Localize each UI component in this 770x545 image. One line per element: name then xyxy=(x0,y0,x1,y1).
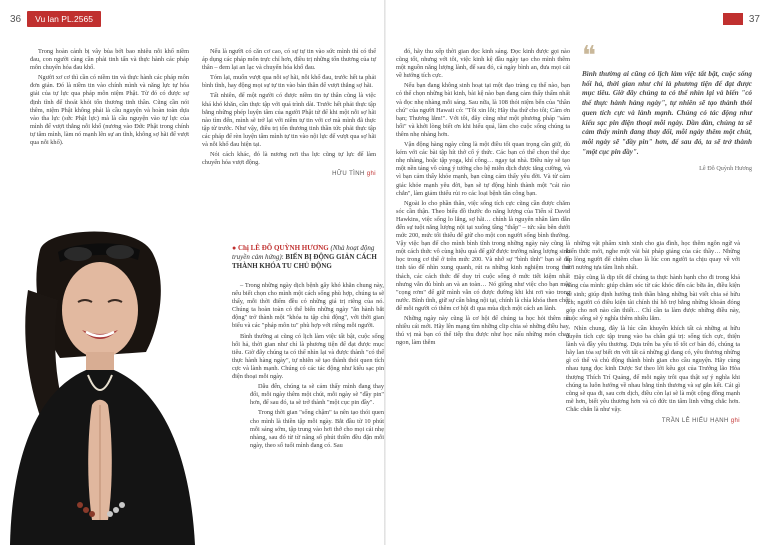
accent-bar xyxy=(723,13,743,25)
paragraph: Trong hoàn cảnh bị vây bủa bởi bao nhiêu nỗi khổ niềm đau, con người càng cần phải tinh tấn và thực hành các pháp môn chuyển hóa đau khổ. xyxy=(30,48,189,72)
page-gutter xyxy=(384,0,386,545)
paragraph: Nếu là người có căn cơ cao, có sự tự tin vào sức mình thì có thể áp dụng các pháp môn trực chỉ hơn, điều trị những tổn thương của tự thân – đem lại an lạc và chuyển hóa khổ đau. xyxy=(202,48,376,72)
quote-text: Bình thường ai cũng có lịch làm việc tất bật, cuộc sống hối hả, thời gian như chỉ là phương tiện để đạt được mục tiêu. Giờ đây chúng ta có thể nhìn lại và biến "có thể thực hành hàng ngày", tự nhiên sẽ tạo thành thói quen tích cực và lành mạnh. Chúng có tác động như kiểu sạc pin điện thoại mỗi ngày. Dần dần, chúng ta sẽ cảm thấy mình đang thay đổi, mỗi ngày thêm một chút, mỗi ngày sẽ "đầy pin" hơn, để sau đó, ta sẽ trở thành "một cục pin đầy". xyxy=(582,70,752,156)
portrait-illustration xyxy=(0,230,205,545)
signature-name: HỮU TÌNH xyxy=(332,171,365,178)
article-column-4 xyxy=(232,282,384,452)
article-column-3 xyxy=(396,48,570,349)
paragraph: – Trong những ngày dịch bệnh gây khó khăn chung này, nếu biết chọn cho mình một cách sống phù hợp, chúng ta sẽ thấy, mỗi thời điểm đều có những giá trị riêng của nó. Chúng ta hoàn toàn có thể biến những ngày "ăn hành bắt động" trở thành một "khóa tu tập chủ động", với thời gian biểu và các "pháp môn tu" phù hợp với riêng mỗi người. xyxy=(232,282,384,330)
pull-quote xyxy=(582,41,752,173)
paragraph: Người xơ cơ thì cần có niềm tin và thực hành các pháp môn đơn giản. Đó là niềm tin vào chính mình và năng lực tự hóa giải của tự lực qua pháp môn niệm Phật. Từ đó có được sự định tĩnh để thoát khỏi tốn thương tinh thần. Cũng cần nói thêm, niệm Phật không phải là cầu nguyện và hoàn toàn dựa vào tha lực (sức Phật lực) mà là cầu nguyện vào tự lực của mình để vượt thắng nỗi khổ (nương vào Đức Phật trong chính tự tâm mình, làm nó mạnh lên sự an tĩnh, không sợ hãi để vượt qua nỗi khổ). xyxy=(30,74,189,147)
signature-suffix: ghi xyxy=(366,171,376,178)
paragraph: Bình thường ai cũng có lịch làm việc tất bật, cuộc sống hối hả, thời gian như chỉ là phương tiện để đạt được mục tiêu. Giờ đây chúng ta có thể nhìn lại và được thành "có thể thực hành hàng ngày", tự nhiên sẽ tạo thành thói quen tích cực và lành mạnh. Chúng có các tác động như kiểu sạc pin điện thoại mỗi ngày. xyxy=(232,332,384,381)
paragraph: Tất nhiên, để một người có được niềm tin tự thân cũng là việc khá khó khăn, cần thực tập với quá trình dài. Trước hết phải thực tập bằng những phép luyện tâm của người Phật tử để khi một nỗi sợ hãi nào tìm đến, mình sẽ trở lại với niềm tự tin với cơ mà mình đã thực tập từ trước. Như vậy, điều trị tổn thương tinh thần tức phải thực tập các pháp để rèn luyện tâm mình tự tin vào nội lực để vượt qua sợ hãi và nỗi khổ đau hiện tại. xyxy=(202,92,376,149)
interviewee-role: (Nhà hoạt động truyền cảm hứng) xyxy=(232,244,375,261)
left-page-header xyxy=(10,6,101,32)
interviewee-name: Chị LÊ ĐỖ QUỲNH HƯƠNG xyxy=(237,244,329,252)
right-page-header xyxy=(723,6,760,32)
section-topic: BIẾN BỊ ĐỘNG GIẢN CÁCH THÀNH KHÓA TU CHỦ ĐỘNG xyxy=(232,252,377,270)
paragraph: Đây cũng là dịp tốt để chúng ta thực hành hạnh cho đi trong khả năng của mình: giúp chăm sóc từ các khóc đến các bữa ăn, điều kiện về sinh; giúp định hướng tinh thần bằng những bài viết chia sẻ hữu ích; người có điều kiện tài chính thì hỗ trợ bằng những khoản đóng góp cho nơi nào cần thiết… Chỉ cần ta làm được những điều này, cuộc sống sẽ ý nghĩa thêm nhiều lắm. xyxy=(566,274,740,322)
article-column-5 xyxy=(566,240,740,425)
paragraph: Tóm lại, muốn vượt qua nỗi sợ hãi, nỗi khổ đau, trước hết ta phải bình tĩnh, hay động mọi sự tự tin vào bản thân để vượt thắng sợ hãi. xyxy=(202,74,376,90)
quote-mark-icon: ❝ xyxy=(582,41,596,71)
left-page-number: 36 xyxy=(10,13,22,25)
bullet-icon: ● xyxy=(232,244,237,252)
right-page-number: 37 xyxy=(748,13,760,25)
paragraph: Dẫu đến, chúng ta sẽ cảm thấy mình đang thay đổi, mỗi ngày thêm một chút, mỗi ngày sẽ "đầy pin" hơn, để sau đó, ta sẽ trở thành "một cục pin đầy". xyxy=(250,383,384,407)
paragraph: Nếu bạn đang không sinh hoạt tại một đạo tràng cụ thể nào, bạn có thể chọn những bài kinh, bài kệ nào bạn đang cảm thấy thấm nhất và đọc nhẹ nhàng mỗi sáng. Sau nữa, là 108 thói niệm bến của "thần chú" của người Hawaii có: "Tôi xin lỗi; Hãy tha thứ cho tôi; Cảm ơn bạn; Thương lắm!". Với tôi, đây cũng như một phương pháp "sám hối" và khởi lòng biết ơn khi hiểu quả, làm cho cuộc sống chúng ta thêm nhẹ nhàng hơn. xyxy=(396,82,570,138)
paragraph: đó, hãy thu xếp thời gian đọc kinh sáng. Đọc kinh được gọi nào cũng tốt, nhưng với tôi, việc kinh kệ đầu ngày tạo cho mình thêm một nguồn năng lượng lành, để sau đó, cả ngày bình an, đưa mọi cái về hướng tích cực. xyxy=(396,48,570,80)
author-signature xyxy=(202,170,376,178)
portrait-photo xyxy=(0,230,205,545)
paragraph: Những ngày này cũng là cơ hội để chúng ta học hỏi thêm rất nhiều cái mới. Hãy lên mạng tìm những clip chia sẻ những điều hay, thú vị mà bạn có thể tiếp thu được như học nấu những món chay ngon, làm thêm xyxy=(396,315,570,347)
quote-author: Lê Đỗ Quỳnh Hương xyxy=(699,165,752,173)
paragraph: những vật phẩm xinh xinh cho gia đình, học thêm ngôn ngữ và kiến thức mới, nghe một vài bài pháp giảng của các thầy… Những áp lòng người để chiêm chao là lúc con người ta chịu quay về với nơi nương tựa tâm linh nhất. xyxy=(566,240,740,272)
signature-suffix: ghi xyxy=(730,417,740,424)
paragraph: Nhìn chung, đây là lúc cần khuyến khích tất cả những ai hữu duyên tích cực tập trung vào ba chân giá trị: sống tích cực, thiện lành và đầy yêu thương. Dựa trên ba yếu tố tốt cơ bản đó, chúng ta hãy lan tỏa sự biết ơn với tất cả những gì đang có, yêu thương những gì có thể và chủ động thành bình gian cho cầu nguyện. Hãy cùng nhau tụng đọc kinh Dược Sư theo lời kêu gọi của Trưởng lão Hòa thượng Thích Trí Quảng, để mỗi ngày trôi qua thật sự ý nghĩa khi chúng ta luôn hướng về nhau bằng tình thương và sự gắn kết. Cái gì cũng sẽ qua đi, sau cơn dịch, điều còn lại sẽ là một cộng đồng mạnh mẽ hơn, biết yêu thương hơn và có đức tin tâm linh vững chắc hơn. Chắc chắn là như vậy. xyxy=(566,324,740,413)
signature-name: TRẦN LÊ HIẾU HẠNH xyxy=(661,417,729,424)
article-column-2 xyxy=(202,48,376,178)
magazine-issue-tag: Vu lan PL.2565 xyxy=(27,11,101,27)
paragraph: Ngoài lo cho phần thân, việc sống tích cực cũng cần được chăm sóc cần thận. Theo biểu đồ thước đo năng lượng của Tiến sĩ David Hawkins, việc sống lo lắng, sợ hãi… chính là nguyên nhân làm dẫn đến sự tuột năng lượng nội tại xuống tầng "thấp" – tức sầu bên dưới mức 200, mức tối thiểu để giữ cho một con người sống bình thường. Vậy việc bạn để cho mình bình tĩnh trong những ngày này cũng là một cách thức vô cùng hiệu quả để giữ được trường năng lượng sinh học trong cơ thể ở trên mức 200. Và nhớ sự "bình tĩnh" bạn sẽ đủ tinh táo để nhìn xung quanh, rút ra những kinh nghiệm trong thử thách, các cách thức để duy trì cuộc sống ở mức tiết kiệm nhất nhưng vẫn đủ bình an và an toàn… Nó giống như việc cho bạn một "cọng rơm" để giữ mình vẫn có được đường khi khi rơi vào trong nước. Bình tĩnh, giữ sự cân bằng nội tại, chính là chìa khóa then chốt để mỗi người có thêm cơ hội đi qua mùa dịch một cách an lành. xyxy=(396,199,570,312)
author-signature xyxy=(566,417,740,425)
paragraph: Vận động hàng ngày cũng là một điều tối quan trọng cần giữ, dù kém với các bài tập hít thở cố ý thức. Các bạn có thể chọn thể dục nhẹ nhàng, hoặc tập yoga, khí công… ngay tại nhà. Điều này sẽ tạo một nền tảng vô cùng ý tưởng cho hệ miễn dịch được tăng cường, và vì bạn cảm thấy khỏe mạnh, bạn cũng cảm thấy yêu đời. Và từ cảm giác khỏe mạnh yêu đời, bạn sẽ tự động hình thành một "cái rào chắn", làm giảm thiểu rủi ro các loại bệnh tần công bạn. xyxy=(396,141,570,197)
paragraph: Nói cách khác, đó là nương nơi tha lực cũng tự lực để làm chuyển hóa vượt động. xyxy=(202,151,376,167)
interviewee-intro: ● Chị LÊ ĐỖ QUỲNH HƯƠNG (Nhà hoạt động truyền cảm hứng): BIẾN BỊ ĐỘNG GIẢN CÁCH THÀNH KHÓA TU CHỦ ĐỘNG xyxy=(232,244,377,270)
paragraph: Trong thời gian "sống chậm" ta nên tạo thói quen cho mình là thiền tập mỗi ngày. Bắt đầu từ 10 phút mỗi sáng sớm, tập trung vào hơi thở cho mọi cái nhẹ nhàng, sau đó từ từ nâng số phút thiền đều đặn mỗi ngày, theo số tuổi mình đang có. Sau xyxy=(250,409,384,449)
article-column-1 xyxy=(30,48,189,149)
